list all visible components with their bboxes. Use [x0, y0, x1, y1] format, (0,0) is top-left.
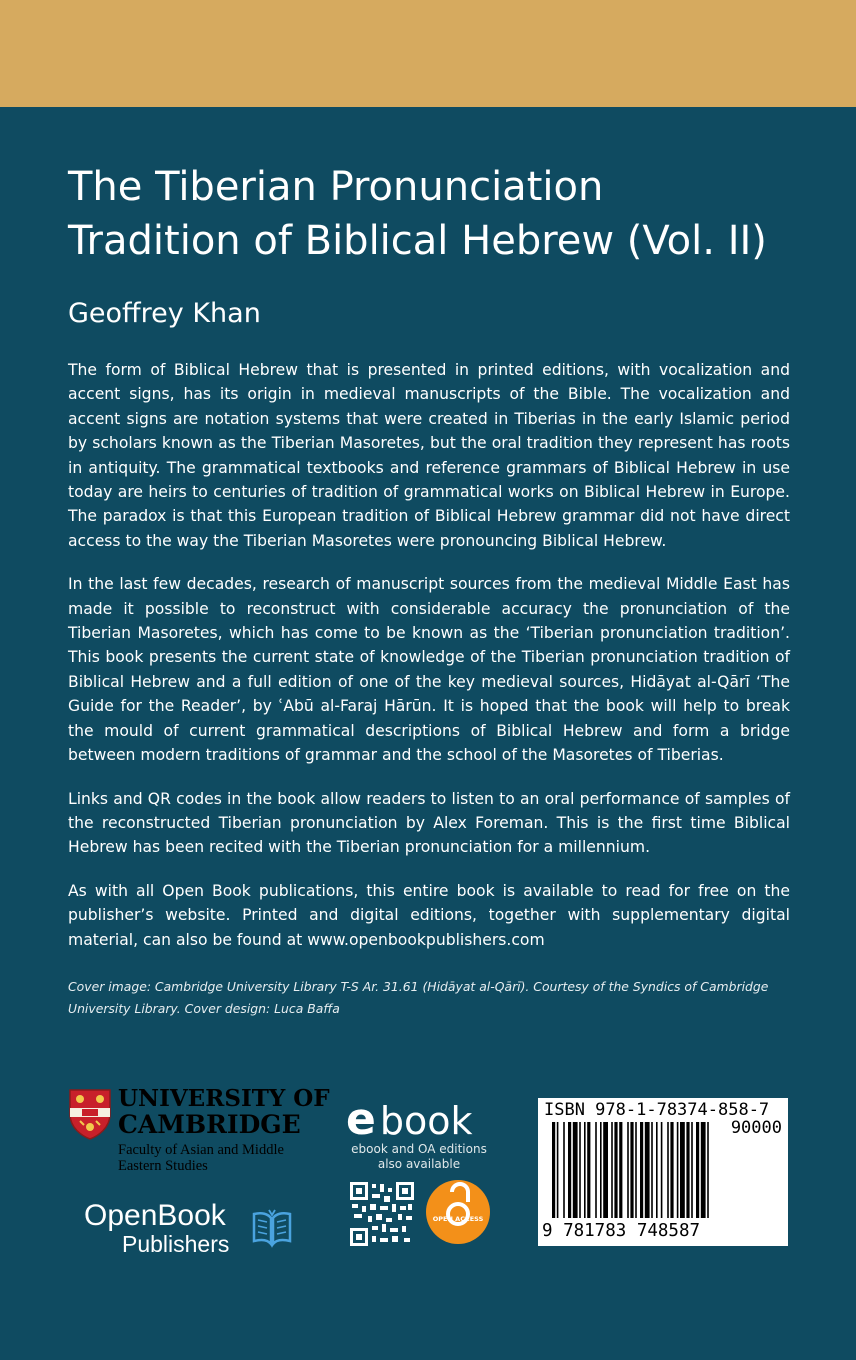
- isbn-label: ISBN 978-1-78374-858-7: [544, 1100, 770, 1120]
- barcode-bar: [563, 1122, 565, 1218]
- barcode-bars: [552, 1122, 782, 1218]
- barcode-bar: [600, 1122, 602, 1218]
- ebook-block: [346, 1094, 496, 1248]
- barcode-bar: [552, 1122, 555, 1218]
- cambridge-line-2: CAMBRIDGE: [118, 1110, 301, 1139]
- barcode-bar: [670, 1122, 673, 1218]
- ebook-e: e: [346, 1094, 376, 1145]
- barcode-bar: [661, 1122, 663, 1218]
- blurb-paragraph-4: As with all Open Book publications, this entire book is available to read for free on the publisher’s website. Printed and digital editions, together with supplementary digital material, can also be found at www.openbookpublishers.com: [68, 881, 790, 949]
- barcode-bar: [635, 1122, 637, 1218]
- barcode-bar: [595, 1122, 597, 1218]
- barcode-bar: [611, 1122, 613, 1218]
- barcode-bar: [568, 1122, 571, 1218]
- barcode-bar: [587, 1122, 590, 1218]
- barcode-bar: [584, 1122, 586, 1218]
- openbook-name: OpenBook: [84, 1199, 226, 1232]
- openbook-publishers-logo: [84, 1198, 314, 1262]
- blurb-paragraph-3: Links and QR codes in the book allow readers to listen to an oral performance of samples of the reconstructed Tiberian pronunciation by Alex Foreman. This is the first time Biblical Hebrew has been recited with the Tiberian pronunciation for a millennium.: [68, 789, 790, 857]
- top-color-band: [0, 0, 856, 107]
- barcode-bar: [645, 1122, 650, 1218]
- barcode-bar: [691, 1122, 693, 1218]
- barcode-bar: [667, 1122, 669, 1218]
- blurb: [68, 358, 790, 971]
- barcode-bar: [557, 1122, 559, 1218]
- ebook-note: ebook and OA editions also available: [351, 1142, 487, 1171]
- title-line-1: The Tiberian Pronunciation: [68, 164, 604, 210]
- barcode-bar: [696, 1122, 699, 1218]
- cambridge-line-1: UNIVERSITY OF: [118, 1085, 330, 1112]
- ebook-book: book: [379, 1099, 473, 1143]
- barcode-bar: [614, 1122, 617, 1218]
- price-code: 90000: [730, 1118, 782, 1138]
- barcode-bar: [630, 1122, 633, 1218]
- barcode-bar: [677, 1122, 679, 1218]
- blurb-paragraph-1: The form of Biblical Hebrew that is presented in printed editions, with vocalization and accent signs, has its origin in medieval manuscripts of the Bible. The vocalization and accent signs are notation systems that were created in Tiberias in the early Islamic period by scholars known as the Tiberian Masoretes, but the oral tradition they represent has roots in antiquity. The grammatical textbooks and reference grammars of Biblical Hebrew in use today are heirs to centuries of tradition of grammatical works on Biblical Hebrew in Europe. The paradox is that this European tradition of Biblical Hebrew grammar did not have direct access to the way the Tiberian Masoretes were pronouncing Biblical Hebrew.: [68, 361, 790, 550]
- barcode-digits: 9 781783 748587: [542, 1221, 701, 1241]
- barcode-bar: [603, 1122, 608, 1218]
- book-title: [68, 160, 808, 268]
- barcode-bar: [656, 1122, 658, 1218]
- barcode-bar: [619, 1122, 622, 1218]
- cover-credit: Cover image: Cambridge University Library T-S Ar. 31.61 (Hidāyat al-Qārī). Courtesy of the Syndics of Cambridge University Library. Cover design: Luca Baffa: [68, 979, 769, 1016]
- barcode-bar: [686, 1122, 689, 1218]
- ebook-logo: [346, 1094, 473, 1145]
- title-line-2: Tradition of Biblical Hebrew (Vol. II): [68, 218, 767, 264]
- barcode-bar: [627, 1122, 629, 1218]
- cambridge-logo: [68, 1085, 330, 1183]
- author-name: Geoffrey Khan: [68, 298, 261, 329]
- cambridge-faculty: Faculty of Asian and Middle Eastern Studies: [118, 1142, 284, 1174]
- barcode-bar: [640, 1122, 643, 1218]
- barcode-bar: [573, 1122, 578, 1218]
- cambridge-shield-icon: [68, 1088, 112, 1140]
- barcode-bar: [701, 1122, 706, 1218]
- open-access-badge: [426, 1180, 490, 1244]
- open-access-icon: [426, 1180, 490, 1244]
- openbook-publishers-word: Publishers: [122, 1231, 230, 1257]
- barcode-bar: [707, 1122, 709, 1218]
- barcode-bar: [651, 1122, 653, 1218]
- isbn-barcode: [538, 1098, 788, 1246]
- qr-code-icon[interactable]: [350, 1182, 414, 1246]
- open-book-icon: [250, 1208, 294, 1248]
- barcode-bar: [579, 1122, 581, 1218]
- barcode-bar: [680, 1122, 685, 1218]
- blurb-paragraph-2: In the last few decades, research of manuscript sources from the medieval Middle East has made it possible to reconstruct with considerable accuracy the pronunciation of the Tiberian Masoretes, which has come to be known as the ‘Tiberian pronunciation tradition’. This book presents the current state of knowledge of the Tiberian pronunciation tradition of Biblical Hebrew and a full edition of one of the key medieval sources, Hidāyat al-Qārī ‘The Guide for the Reader’, by ʿAbū al-Faraj Hārūn. It is hoped that the book will help to break the mould of current grammatical descriptions of Biblical Hebrew and form a bridge between modern traditions of grammar and the school of the Masoretes of Tiberias.: [68, 575, 790, 765]
- open-access-label: OPEN ACCESS: [432, 1215, 484, 1223]
